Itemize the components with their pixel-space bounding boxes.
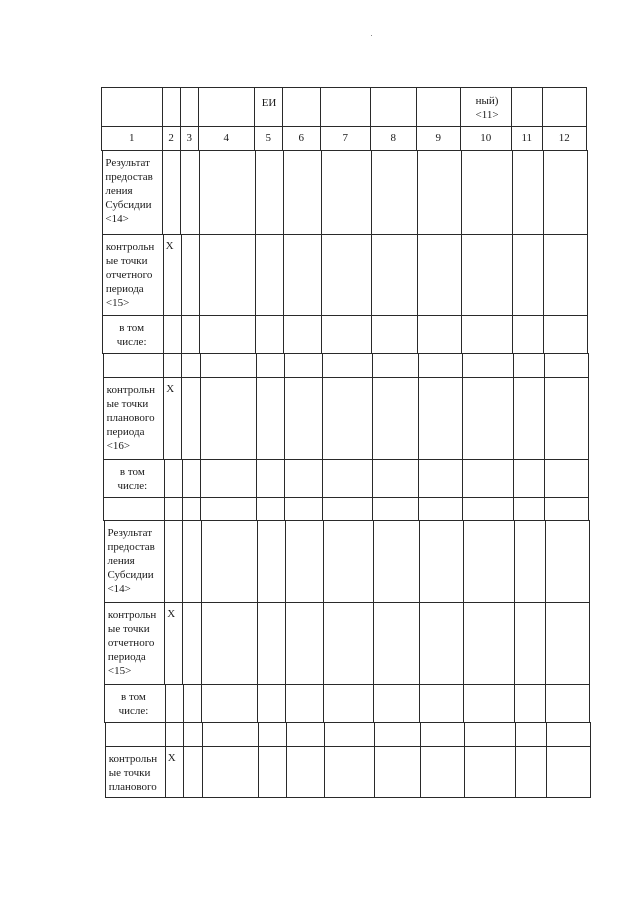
column-line: [460, 87, 461, 127]
column-line: [257, 602, 258, 685]
column-line: [373, 602, 374, 685]
column-line: [201, 684, 202, 723]
column-line: [544, 497, 545, 521]
column-line: [164, 497, 165, 521]
row-line: [103, 520, 589, 521]
column-line: [256, 377, 257, 460]
column-line: [103, 497, 104, 521]
column-line: [199, 150, 200, 235]
column-line: [165, 684, 166, 723]
column-line: [256, 497, 257, 521]
column-line: [101, 87, 102, 127]
column-line: [512, 315, 513, 354]
row-label: в том числе:: [117, 466, 148, 492]
scan-speck: [371, 35, 372, 36]
column-line: [182, 602, 183, 685]
column-line: [420, 746, 421, 798]
column-line: [181, 377, 182, 460]
column-line: [588, 377, 589, 460]
row-line: [102, 353, 588, 354]
column-line: [104, 520, 105, 603]
column-line: [372, 497, 373, 521]
column-line: [374, 722, 375, 747]
column-line: [371, 315, 372, 354]
row-col2-mark: X: [165, 240, 174, 252]
column-line: [103, 459, 104, 498]
column-line: [418, 459, 419, 498]
column-line: [416, 87, 417, 127]
column-line: [373, 684, 374, 723]
column-line: [461, 234, 462, 316]
column-line: [200, 353, 201, 378]
column-line: [162, 87, 163, 127]
column-line: [588, 353, 589, 378]
column-line: [417, 234, 418, 316]
column-line: [105, 746, 106, 798]
column-line: [162, 150, 163, 235]
row-line: [103, 459, 589, 460]
column-line: [283, 150, 284, 235]
column-line: [103, 377, 104, 460]
column-line: [590, 722, 591, 747]
column-line: [321, 234, 322, 316]
column-line: [181, 315, 182, 354]
column-number-4: 4: [223, 132, 229, 144]
row-label: контрольн ые точки отчетного периода <15>: [107, 609, 157, 677]
column-line: [283, 315, 284, 354]
column-line: [284, 377, 285, 460]
column-line: [255, 315, 256, 354]
column-line: [322, 497, 323, 521]
column-line: [420, 722, 421, 747]
column-line: [545, 684, 546, 723]
row-label: контрольн ые точки планового: [108, 753, 158, 793]
column-line: [543, 234, 544, 316]
column-line: [104, 602, 105, 685]
column-line: [284, 459, 285, 498]
column-line: [322, 353, 323, 378]
column-line: [163, 234, 164, 316]
column-line: [418, 377, 419, 460]
column-line: [164, 459, 165, 498]
column-line: [419, 602, 420, 685]
column-number-9: 9: [435, 132, 441, 144]
column-line: [256, 353, 257, 378]
column-line: [463, 602, 464, 685]
column-line: [163, 377, 164, 460]
column-number-5: 5: [265, 132, 271, 144]
column-line: [284, 353, 285, 378]
column-line: [462, 497, 463, 521]
column-line: [586, 126, 587, 151]
column-line: [202, 746, 203, 798]
column-line: [542, 87, 543, 127]
header-col5-label: ЕИ: [261, 97, 277, 109]
column-line: [183, 722, 184, 747]
column-line: [182, 459, 183, 498]
row-line: [103, 377, 589, 378]
column-line: [588, 497, 589, 521]
column-line: [370, 87, 371, 127]
column-line: [590, 746, 591, 798]
column-line: [255, 150, 256, 235]
column-line: [543, 150, 544, 235]
column-line: [257, 520, 258, 603]
column-line: [419, 684, 420, 723]
column-line: [417, 315, 418, 354]
column-line: [373, 520, 374, 603]
column-line: [372, 459, 373, 498]
column-number-3: 3: [186, 132, 192, 144]
column-line: [464, 746, 465, 798]
column-line: [181, 234, 182, 316]
column-line: [199, 315, 200, 354]
column-number-1: 1: [128, 132, 135, 144]
column-line: [463, 520, 464, 603]
column-line: [324, 746, 325, 798]
column-line: [546, 746, 547, 798]
column-line: [588, 459, 589, 498]
row-line: [102, 234, 588, 235]
column-line: [589, 602, 590, 685]
column-line: [513, 377, 514, 460]
column-line: [200, 497, 201, 521]
column-line: [589, 520, 590, 603]
column-line: [102, 315, 103, 354]
column-line: [323, 684, 324, 723]
row-col2-mark: X: [167, 608, 176, 620]
row-line: [105, 722, 591, 723]
column-line: [546, 722, 547, 747]
column-line: [322, 459, 323, 498]
column-line: [163, 353, 164, 378]
column-line: [323, 520, 324, 603]
row-col2-mark: X: [167, 752, 176, 764]
column-line: [258, 722, 259, 747]
column-line: [463, 684, 464, 723]
column-line: [102, 150, 103, 235]
column-line: [461, 150, 462, 235]
column-line: [464, 722, 465, 747]
column-line: [182, 497, 183, 521]
row-label: контрольн ые точки планового периода <16>: [106, 384, 156, 452]
column-line: [544, 353, 545, 378]
column-line: [513, 459, 514, 498]
row-line: [102, 315, 588, 316]
column-line: [256, 459, 257, 498]
column-line: [183, 746, 184, 798]
column-line: [321, 150, 322, 235]
column-line: [286, 722, 287, 747]
column-line: [201, 520, 202, 603]
column-line: [514, 602, 515, 685]
column-number-10: 10: [480, 132, 492, 144]
column-number-7: 7: [342, 132, 348, 144]
column-line: [284, 497, 285, 521]
column-line: [586, 87, 587, 127]
column-line: [257, 684, 258, 723]
row-line: [101, 150, 587, 151]
column-line: [200, 377, 201, 460]
column-line: [105, 722, 106, 747]
column-line: [163, 315, 164, 354]
column-line: [514, 520, 515, 603]
column-line: [513, 497, 514, 521]
row-line: [101, 126, 587, 127]
column-line: [544, 459, 545, 498]
column-line: [183, 684, 184, 723]
column-line: [545, 602, 546, 685]
column-line: [374, 746, 375, 798]
column-line: [285, 520, 286, 603]
row-label: Результат предостав ления Субсидии <14>: [107, 527, 155, 595]
column-number-12: 12: [558, 132, 570, 144]
column-line: [321, 315, 322, 354]
column-number-8: 8: [390, 132, 396, 144]
column-line: [587, 234, 588, 316]
column-line: [180, 150, 181, 235]
column-line: [545, 520, 546, 603]
column-line: [286, 746, 287, 798]
column-line: [417, 150, 418, 235]
row-line: [105, 797, 591, 798]
column-line: [514, 684, 515, 723]
row-line: [104, 684, 590, 685]
column-line: [258, 746, 259, 798]
column-line: [372, 377, 373, 460]
column-line: [198, 87, 199, 127]
row-line: [105, 746, 591, 747]
column-number-11: 11: [521, 132, 533, 144]
row-label: Результат предостав ления Субсидии <14>: [105, 157, 153, 225]
column-line: [102, 234, 103, 316]
column-number-2: 2: [168, 132, 174, 144]
column-line: [164, 602, 165, 685]
column-line: [324, 722, 325, 747]
column-line: [283, 234, 284, 316]
column-line: [515, 746, 516, 798]
column-line: [372, 353, 373, 378]
row-label: в том числе:: [118, 691, 149, 717]
column-line: [200, 459, 201, 498]
column-line: [461, 315, 462, 354]
column-line: [587, 315, 588, 354]
column-line: [103, 353, 104, 378]
column-number-6: 6: [298, 132, 304, 144]
column-line: [164, 520, 165, 603]
column-line: [201, 602, 202, 685]
column-line: [512, 234, 513, 316]
column-line: [199, 234, 200, 316]
column-line: [371, 234, 372, 316]
column-line: [285, 684, 286, 723]
column-line: [589, 684, 590, 723]
column-line: [515, 722, 516, 747]
column-line: [323, 602, 324, 685]
row-line: [104, 602, 590, 603]
column-line: [181, 353, 182, 378]
column-line: [543, 315, 544, 354]
row-line: [103, 497, 589, 498]
column-line: [255, 234, 256, 316]
column-line: [418, 353, 419, 378]
column-line: [462, 377, 463, 460]
column-line: [544, 377, 545, 460]
header-col10-label: ный) <11>: [475, 95, 499, 121]
column-line: [180, 87, 181, 127]
column-line: [418, 497, 419, 521]
column-line: [104, 684, 105, 723]
column-line: [165, 722, 166, 747]
column-line: [182, 520, 183, 603]
row-line: [101, 87, 587, 88]
column-line: [512, 150, 513, 235]
column-line: [285, 602, 286, 685]
column-line: [419, 520, 420, 603]
column-line: [462, 459, 463, 498]
row-label: контрольн ые точки отчетного периода <15>: [105, 241, 155, 309]
column-line: [320, 87, 321, 127]
column-line: [371, 150, 372, 235]
column-line: [462, 353, 463, 378]
column-line: [322, 377, 323, 460]
row-col2-mark: X: [166, 383, 175, 395]
row-label: в том числе:: [116, 322, 147, 348]
column-line: [513, 353, 514, 378]
column-line: [202, 722, 203, 747]
column-line: [165, 746, 166, 798]
column-line: [587, 150, 588, 235]
